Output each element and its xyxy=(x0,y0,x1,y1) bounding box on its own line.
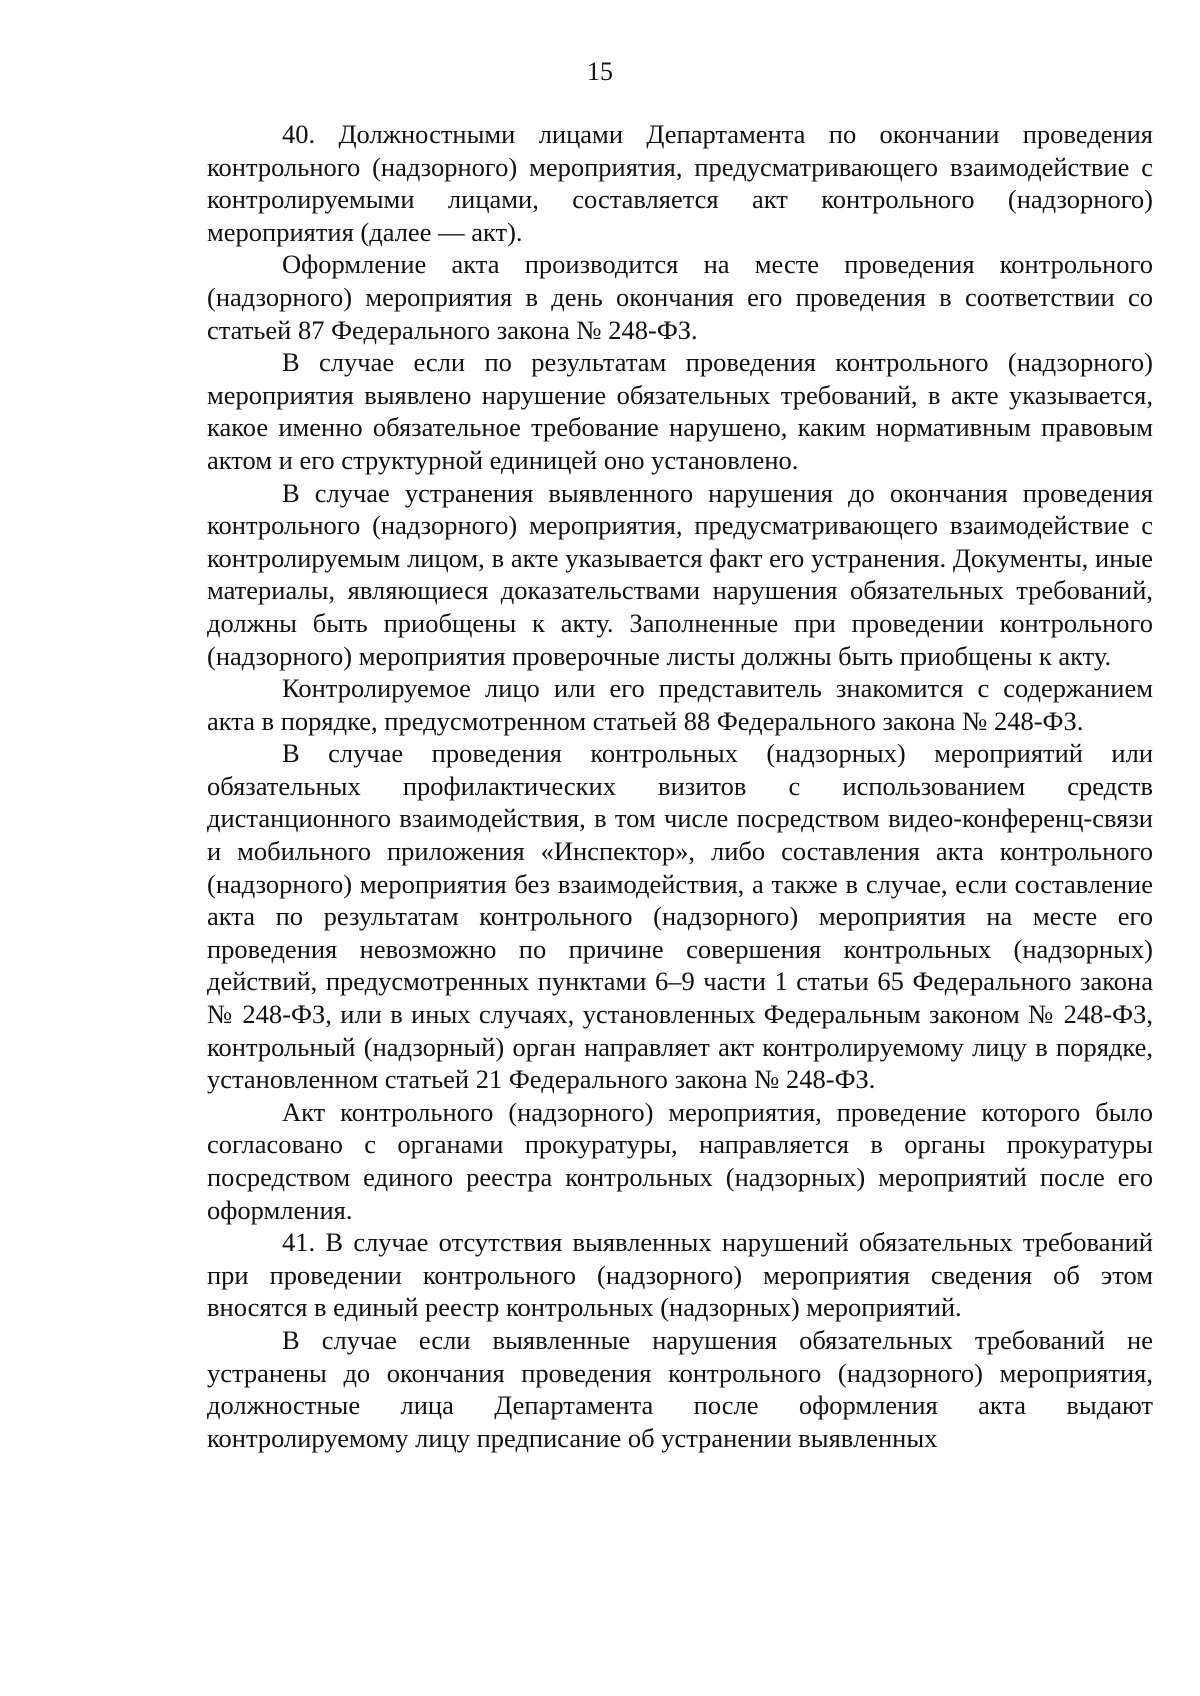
paragraph: В случае устранения выявленного нарушения до окончания проведения контрольного (надзорного) мероприятия, предусматривающего взаимодействие с контролируемым лицом, в акте указывается факт его устранения. Документы, иные материалы, являющиеся доказательствами нарушения обязательных требований, должны быть приобщены к акту. Заполненные при проведении контрольного (надзорного) мероприятия проверочные листы должны быть приобщены к акту. xyxy=(207,477,1153,671)
paragraph: Оформление акта производится на месте проведения контрольного (надзорного) мероприятия в день окончания его проведения в соответствии со статьей 87 Федерального закона № 248-ФЗ. xyxy=(207,249,1153,345)
paragraph: Акт контрольного (надзорного) мероприятия, проведение которого было согласовано с органами прокуратуры, направляется в органы прокуратуры посредством единого реестра контрольных (надзорных) мероприятий после его оформления. xyxy=(207,1096,1153,1225)
paragraph: 41. В случае отсутствия выявленных нарушений обязательных требований при проведении контрольного (надзорного) мероприятия сведения об этом вносятся в единый реестр контрольных (надзорных) мероприятий. xyxy=(207,1227,1153,1323)
paragraph: В случае если по результатам проведения контрольного (надзорного) мероприятия выявлено нарушение обязательных требований, в акте указывается, какое именно обязательное требование нарушено, каким нормативным правовым актом и его структурной единицей оно установлено. xyxy=(207,347,1153,475)
paragraph: В случае если выявленные нарушения обязательных требований не устранены до окончания проведения контрольного (надзорного) мероприятия, должностные лица Департамента после оформления акта выдают контролируемому лицу предписание об устранении выявленных xyxy=(207,1324,1153,1453)
page-number: 15 xyxy=(587,57,613,86)
document-body xyxy=(207,118,1153,1454)
paragraph: Контролируемое лицо или его представитель знакомится с содержанием акта в порядке, предусмотренном статьей 88 Федерального закона № 248-ФЗ. xyxy=(207,673,1153,736)
paragraph: 40. Должностными лицами Департамента по окончании проведения контрольного (надзорного) мероприятия, предусматривающего взаимодействие с контролируемыми лицами, составляется акт контрольного (надзорного) мероприятия (далее — акт). xyxy=(207,119,1153,247)
paragraph: В случае проведения контрольных (надзорных) мероприятий или обязательных профилактических визитов с использованием средств дистанционного взаимодействия, в том числе посредством видео-конференц-связи и мобильного приложения «Инспектор», либо составления акта контрольного (надзорного) мероприятия без взаимодействия, а также в случае, если составление акта по результатам контрольного (надзорного) мероприятия на месте его проведения невозможно по причине совершения контрольных (надзорных) действий, предусмотренных пунктами 6–9 части 1 статьи 65 Федерального закона № 248-ФЗ, или в иных случаях, установленных Федеральным законом № 248-ФЗ, контрольный (надзорный) орган направляет акт контролируемому лицу в порядке, установленном статьей 21 Федерального закона № 248-ФЗ. xyxy=(207,738,1153,1095)
